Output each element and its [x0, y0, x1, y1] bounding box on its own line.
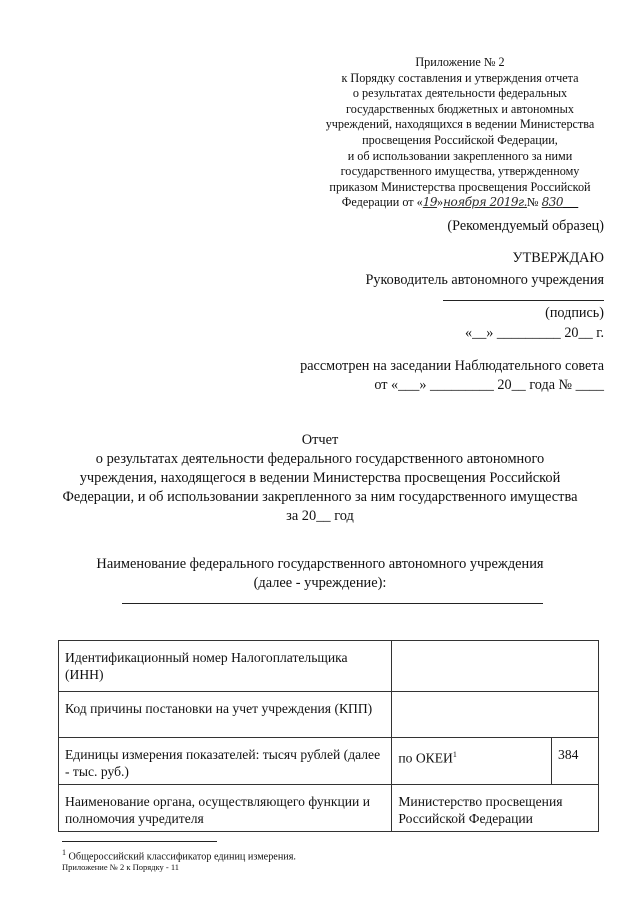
report-subtitle-line: Федерации, и об использовании закрепленного за ним государственного имущества	[62, 489, 578, 505]
appendix-line: о результатах деятельности федеральных	[352, 86, 568, 101]
okei-code: 384	[552, 738, 599, 785]
report-subtitle-line: учреждения, находящегося в ведении Министерства просвещения Российской	[79, 470, 561, 486]
footnote-divider	[62, 841, 217, 842]
table-row	[59, 692, 599, 738]
appendix-line: учреждений, находящихся в ведении Министерства	[325, 117, 595, 132]
appendix-line: приказом Министерства просвещения Российской	[329, 179, 591, 194]
report-year: за 20__ год	[286, 508, 354, 524]
handwritten-day: 19	[422, 195, 438, 210]
appendix-line: государственного имущества, утвержденному	[340, 164, 580, 179]
info-table	[58, 640, 599, 832]
table-row	[59, 738, 599, 785]
handwritten-order-number: 830	[541, 195, 563, 210]
footnote: $^1$ Общероссийский классификатор единиц измерения.	[62, 848, 296, 863]
institution-label-note: (далее - учреждение):	[253, 575, 387, 591]
table-row	[59, 641, 599, 692]
report-title: Отчет	[301, 432, 339, 448]
institution-label: Наименование федерального государственного автономного учреждения	[96, 556, 544, 572]
appendix-line: Приложение № 2	[415, 55, 505, 69]
signature-line	[443, 300, 604, 301]
appendix-line: государственных бюджетных и автономных	[346, 101, 574, 116]
appendix-line: просвещения Российской Федерации,	[362, 132, 558, 147]
founder-value: Министерство просвещения Российской Федерации	[392, 785, 599, 832]
approver-title: Руководитель автономного учреждения	[365, 272, 604, 288]
approve-heading: УТВЕРЖДАЮ	[512, 250, 604, 266]
institution-name-line	[122, 603, 543, 604]
inn-value	[392, 641, 599, 692]
kpp-label: Код причины постановки на учет учреждения (КПП)	[59, 692, 392, 738]
okei-label: по ОКЕИ$^1$	[392, 738, 552, 785]
signature-caption: (подпись)	[545, 305, 604, 321]
appendix-line: к Порядку составления и утверждения отчета	[341, 70, 579, 85]
approval-date: «__» _________ 20__ г.	[465, 325, 604, 341]
appendix-header	[310, 55, 610, 211]
handwritten-month: ноября 2019г.	[443, 195, 527, 210]
appendix-line: и об использовании закрепленного за ними	[347, 148, 573, 163]
sample-note: (Рекомендуемый образец)	[447, 218, 604, 234]
inn-label: Идентификационный номер Налогоплательщика (ИНН)	[59, 641, 392, 692]
units-label: Единицы измерения показателей: тысяч рублей (далее - тыс. руб.)	[59, 738, 392, 785]
founder-label: Наименование органа, осуществляющего функции и полномочия учредителя	[59, 785, 392, 832]
kpp-value	[392, 692, 599, 738]
review-line-1: рассмотрен на заседании Наблюдательного совета	[300, 358, 604, 374]
table-row	[59, 785, 599, 832]
page-footer: Приложение № 2 к Порядку - 11	[62, 862, 180, 872]
review-line-2: от «___» _________ 20__ года № ____	[374, 377, 604, 393]
report-subtitle-line: о результатах деятельности федерального государственного автономного	[95, 451, 545, 467]
appendix-date-line: Федерации от «19»ноября 2019г.№ 830	[341, 195, 563, 210]
